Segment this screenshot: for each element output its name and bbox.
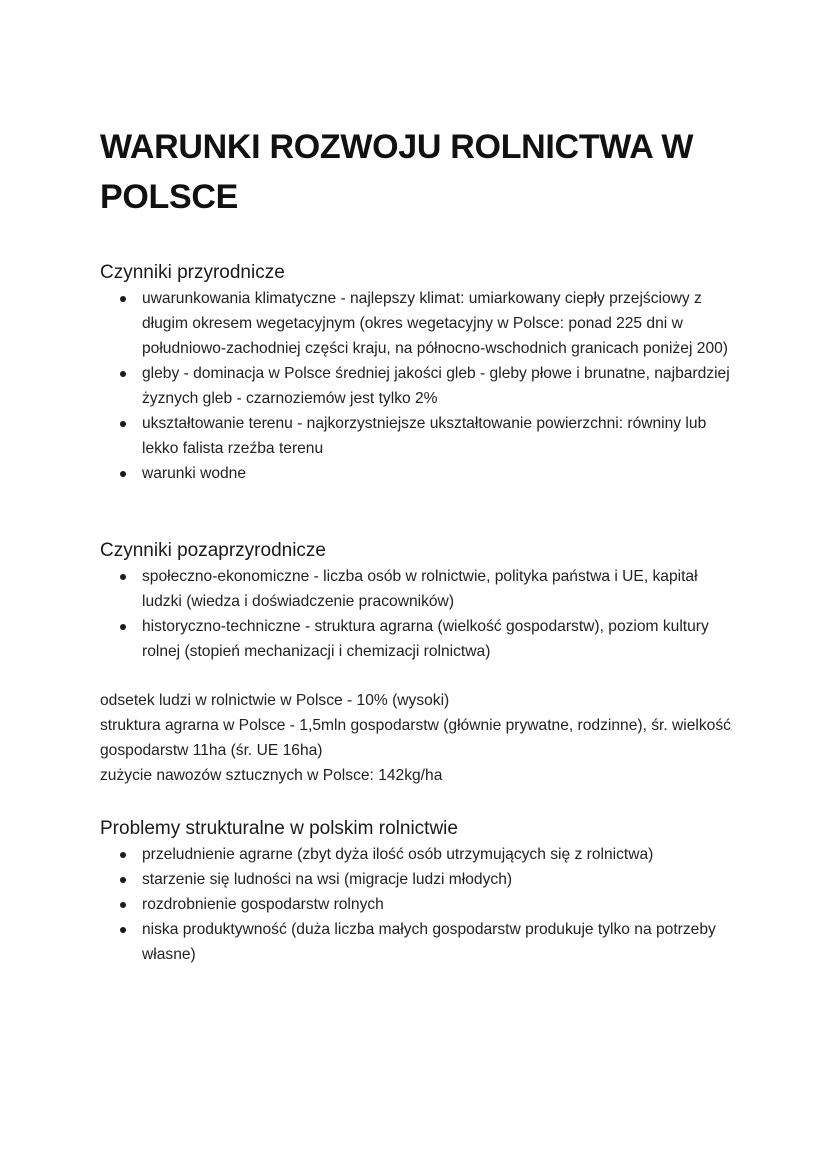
list-item: przeludnienie agrarne (zbyt dyża ilość osób utrzymujących się z rolnictwa): [142, 842, 740, 867]
fact-line: zużycie nawozów sztucznych w Polsce: 142kg/ha: [100, 767, 443, 784]
fact-line: odsetek ludzi w rolnictwie w Polsce - 10% (wysoki): [100, 692, 450, 709]
list-item: społeczno-ekonomiczne - liczba osób w rolnictwie, polityka państwa i UE, kapitał ludzki (wiedza i doświadczenie pracowników): [142, 564, 740, 614]
list-item: ukształtowanie terenu - najkorzystniejsze ukształtowanie powierzchni: równiny lub lekko falista rzeźba terenu: [142, 411, 740, 461]
fact-line: struktura agrarna w Polsce - 1,5mln gospodarstw (głównie prywatne, rodzinne), śr. wielkość gospodarstw 11ha (śr. UE 16ha): [100, 717, 731, 759]
page-title: WARUNKI ROZWOJU ROLNICTWA W POLSCE: [100, 128, 694, 216]
list-item: uwarunkowania klimatyczne - najlepszy klimat: umiarkowany ciepły przejściowy z długim okresem wegetacyjnym (okres wegetacyjny w Polsce: ponad 225 dni w południowo-zachodniej części kraju, na północno-wschodnich granicach poniżej 200): [142, 286, 740, 361]
section-non-natural-factors: [100, 538, 740, 664]
bullet-list: [100, 286, 740, 486]
list-item: gleby - dominacja w Polsce średniej jakości gleb - gleby płowe i brunatne, najbardziej żyznych gleb - czarnoziemów jest tylko 2%: [142, 361, 740, 411]
list-item: warunki wodne: [142, 461, 740, 486]
facts-paragraph: [100, 688, 740, 788]
section-heading: Czynniki przyrodnicze: [100, 262, 285, 283]
list-item: starzenie się ludności na wsi (migracje ludzi młodych): [142, 867, 740, 892]
list-item: rozdrobnienie gospodarstw rolnych: [142, 892, 740, 917]
section-natural-factors: [100, 260, 740, 486]
list-item: historyczno-techniczne - struktura agrarna (wielkość gospodarstw), poziom kultury rolnej (stopień mechanizacji i chemizacji rolnictwa): [142, 614, 740, 664]
bullet-list: [100, 564, 740, 664]
bullet-list: [100, 842, 740, 967]
section-structural-problems: [100, 816, 740, 967]
section-heading: Czynniki pozaprzyrodnicze: [100, 540, 326, 561]
section-heading: Problemy strukturalne w polskim rolnictwie: [100, 818, 458, 839]
list-item: niska produktywność (duża liczba małych gospodarstw produkuje tylko na potrzeby własne): [142, 917, 740, 967]
